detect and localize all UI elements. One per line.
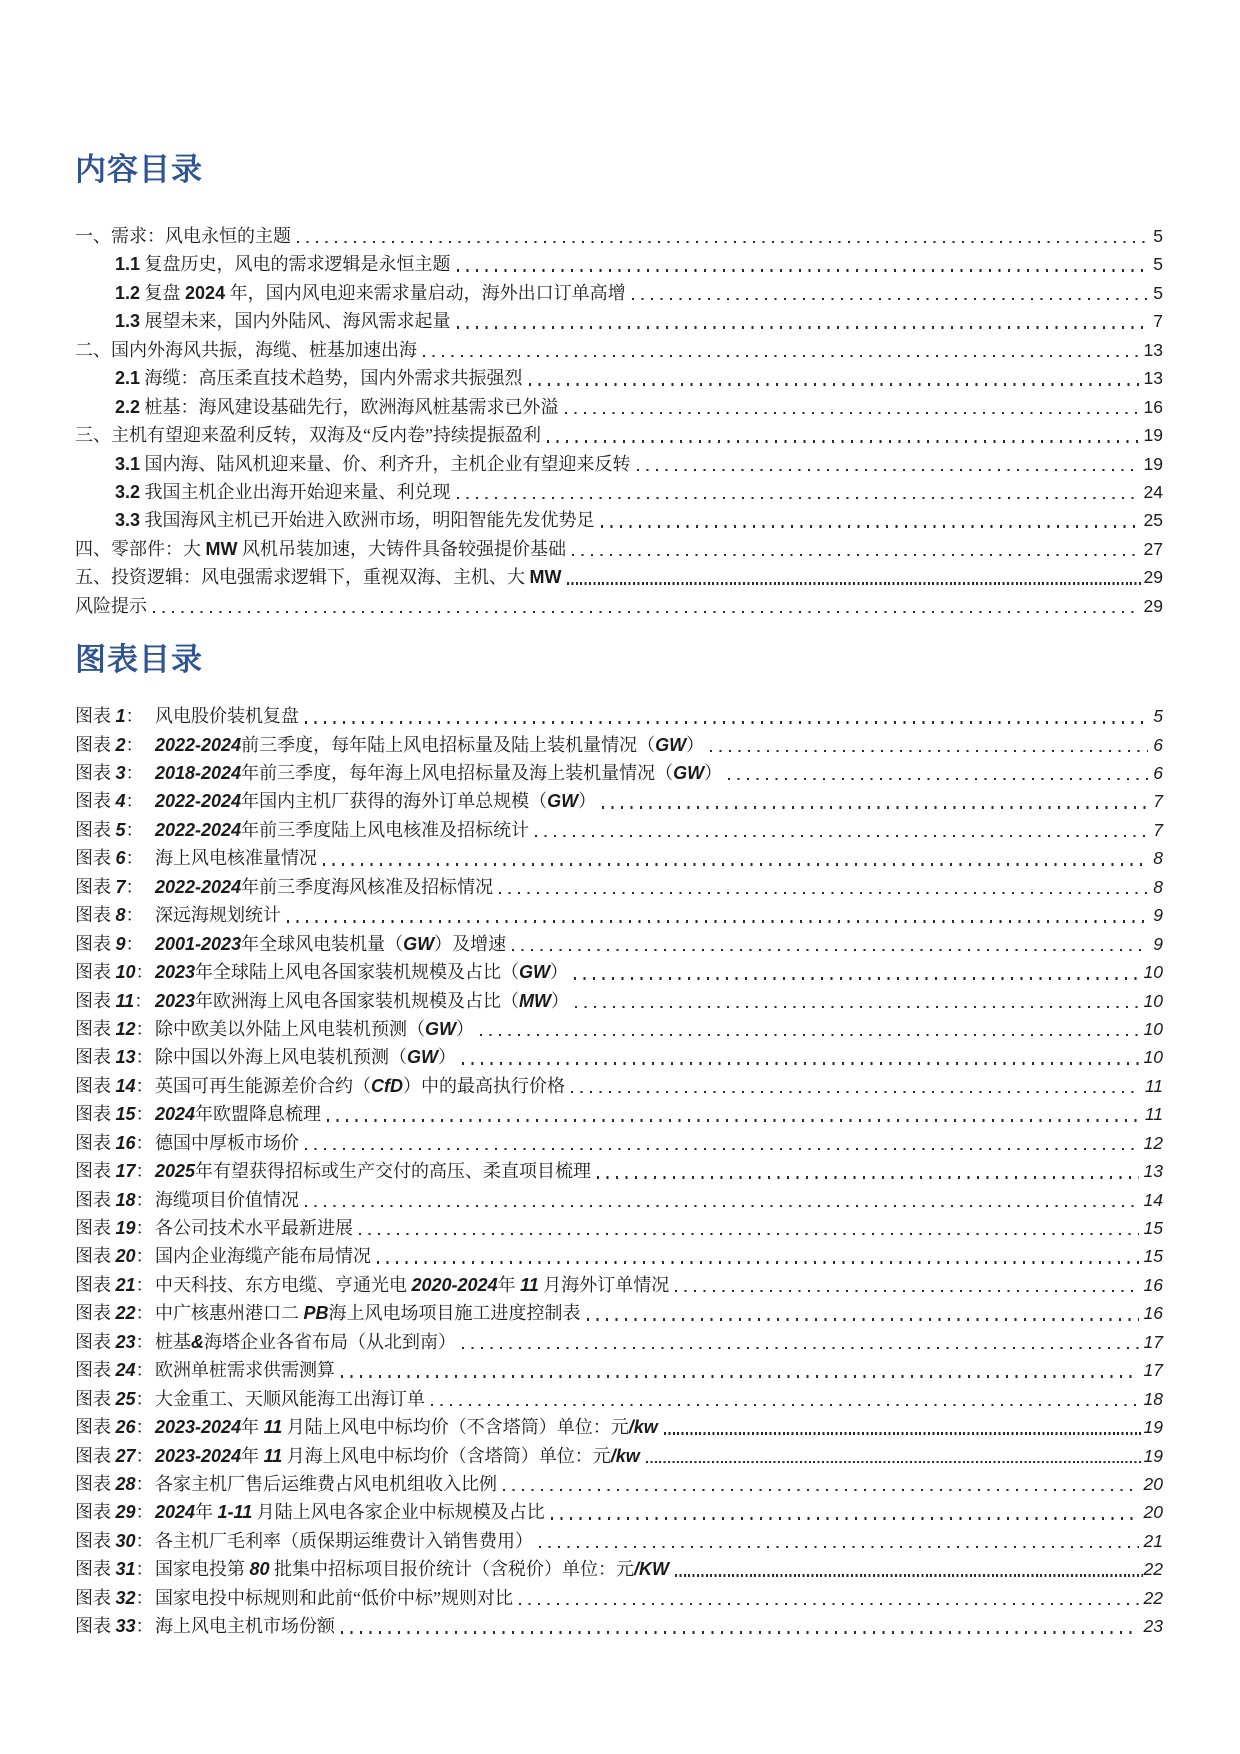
dot-leader: [567, 582, 1142, 584]
figure-entry-page: 20: [1143, 1473, 1163, 1494]
figure-entry-number: 图表 27：: [75, 1445, 154, 1466]
latin-run: 2022-2024: [155, 819, 242, 840]
latin-run: 2.1: [115, 368, 141, 389]
figure-entry-page: 14: [1143, 1189, 1163, 1210]
content-toc-title: 内容目录: [75, 152, 203, 187]
figure-entry-number: 图表 31：: [75, 1559, 154, 1580]
figure-entry-page: 8: [1153, 848, 1163, 869]
figure-entry-page: 17: [1143, 1331, 1163, 1352]
figure-entry-label: 2022-2024年前三季度陆上风电核准及招标统计: [155, 819, 530, 840]
toc-entry-page: 29: [1143, 567, 1163, 588]
dot-leader: [572, 554, 1139, 556]
figure-entry-number: 图表 22：: [75, 1303, 154, 1324]
dot-leader: [503, 1489, 1139, 1491]
figure-entry-label: 2001-2023年全球风电装机量（GW）及增速: [155, 933, 507, 954]
figure-entry-number: 图表 33：: [75, 1616, 154, 1637]
content-toc-entry: [75, 478, 1163, 506]
dot-leader: [601, 525, 1139, 527]
figure-entry-label: 中天科技、东方电缆、亨通光电 2020-2024年 11 月海外订单情况: [155, 1274, 670, 1295]
figure-entry-page: 7: [1153, 791, 1163, 812]
figure-entry-page: 18: [1143, 1388, 1163, 1409]
figure-entry-page: 10: [1143, 962, 1163, 983]
latin-run: 2.2: [115, 396, 141, 417]
figure-entry-page: 11: [1144, 1104, 1163, 1125]
dot-leader: [571, 1091, 1140, 1093]
latin-run: MW: [519, 990, 552, 1011]
latin-run: 2022-2024: [155, 734, 242, 755]
latin-run: 80: [249, 1559, 270, 1580]
figure-toc-entry: [75, 1299, 1163, 1327]
figure-entry-number: 图表 32：: [75, 1587, 154, 1608]
toc-entry-label: 一、需求：风电永恒的主题: [75, 226, 291, 246]
dot-leader: [327, 1119, 1140, 1121]
toc-entry-label: 三、主机有望迎来盈利反转，双海及“反内卷”持续提振盈利: [75, 425, 541, 446]
latin-run: 2023-2024: [155, 1445, 242, 1466]
dot-leader: [632, 298, 1149, 300]
toc-entry-label: 1.3 展望未来，国内外陆风、海风需求起量: [115, 311, 451, 332]
figure-entry-page: 5: [1153, 706, 1163, 727]
figure-entry-label: 各主机厂毛利率（质保期运维费计入销售费用）: [155, 1530, 533, 1551]
figure-entry-number: 图表 23：: [75, 1331, 154, 1352]
figure-entry-label: 除中欧美以外陆上风电装机预测（GW）: [155, 1018, 474, 1039]
figure-entry-number: 图表 28：: [75, 1473, 154, 1494]
content-toc-entry: [75, 393, 1163, 421]
latin-run: PB: [303, 1303, 329, 1324]
figure-entry-page: 13: [1143, 1161, 1163, 1182]
toc-entry-page: 29: [1143, 595, 1163, 616]
dot-leader: [359, 1233, 1139, 1235]
figure-entry-label: 桩基&海塔企业各省布局（从北到南）: [155, 1331, 456, 1352]
figure-toc-entry: [75, 1186, 1163, 1214]
latin-run: /kw: [610, 1445, 640, 1466]
toc-entry-page: 13: [1143, 368, 1163, 389]
figure-entry-page: 10: [1143, 1047, 1163, 1068]
figure-entry-label: 深远海规划统计: [155, 905, 281, 926]
figure-entry-page: 6: [1153, 734, 1163, 755]
dot-leader: [462, 1062, 1139, 1064]
figure-entry-number: 图表 26：: [75, 1417, 154, 1438]
latin-run: 2024: [185, 282, 226, 303]
figure-entry-number: 图表 12：: [75, 1018, 154, 1039]
figure-entry-label: 英国可再生能源差价合约（CfD）中的最高执行价格: [155, 1075, 565, 1096]
content-toc-entry: [75, 222, 1163, 250]
figure-toc-entry: [75, 1555, 1163, 1583]
toc-entry-label: 四、零部件：大 MW 风机吊装加速，大铸件具备较强提价基础: [75, 538, 566, 559]
figure-entry-number: 图表 29：: [75, 1502, 154, 1523]
latin-run: 3.1: [115, 453, 141, 474]
latin-run: 2024: [155, 1502, 196, 1523]
figure-entry-number: 图表 20：: [75, 1246, 154, 1267]
dot-leader: [675, 1574, 1143, 1576]
figure-entry-label: 风电股价装机复盘: [155, 706, 299, 727]
figure-entry-number: 图表 25：: [75, 1388, 154, 1409]
latin-run: 11: [263, 1445, 283, 1466]
dot-leader: [499, 892, 1148, 894]
dot-leader: [539, 1546, 1139, 1548]
figure-entry-page: 23: [1143, 1616, 1163, 1637]
figure-toc-entry: [75, 1129, 1163, 1157]
dot-leader: [305, 1205, 1139, 1207]
dot-leader: [423, 355, 1139, 357]
figure-toc-entry: [75, 1470, 1163, 1498]
figure-entry-page: 22: [1143, 1587, 1163, 1608]
figure-entry-label: 海上风电核准量情况: [155, 848, 317, 869]
toc-entry-page: 19: [1143, 425, 1163, 446]
dot-leader: [728, 778, 1148, 780]
figure-toc-entry: [75, 1356, 1163, 1384]
figure-entry-page: 6: [1153, 763, 1163, 783]
figure-entry-number: 图表 30：: [75, 1530, 154, 1551]
figure-entry-label: 国内企业海缆产能布局情况: [155, 1246, 371, 1267]
latin-run: 2018-2024: [155, 763, 242, 783]
figure-toc-entry: [75, 1242, 1163, 1270]
figure-entry-label: 除中国以外海上风电装机预测（GW）: [155, 1047, 456, 1068]
dot-leader: [664, 1432, 1143, 1434]
latin-run: 3.3: [115, 510, 141, 531]
dot-leader: [305, 1148, 1139, 1150]
latin-run: 2023-2024: [155, 1417, 242, 1438]
toc-entry-page: 5: [1153, 254, 1163, 275]
figure-toc-entry: [75, 759, 1163, 787]
figure-toc-title: 图表目录: [75, 642, 203, 678]
latin-run: 2023: [155, 990, 196, 1011]
figure-toc-entry: [75, 1015, 1163, 1043]
figure-entry-label: 2023年欧洲海上风电各国家装机规模及占比（MW）: [155, 990, 570, 1011]
figure-entry-number: 图表 2：: [75, 734, 144, 755]
toc-entry-page: 27: [1143, 538, 1163, 559]
figure-entry-page: 9: [1153, 933, 1163, 954]
figure-entry-label: 德国中厚板市场价: [155, 1132, 299, 1153]
content-toc-entry: [75, 592, 1163, 620]
figure-entry-label: 大金重工、天顺风能海工出海订单: [155, 1388, 425, 1409]
toc-entry-page: 24: [1143, 481, 1163, 502]
figure-entry-number: 图表 19：: [75, 1218, 154, 1238]
dot-leader: [597, 1176, 1138, 1178]
figure-entry-label: 欧洲单桩需求供需测算: [155, 1360, 335, 1381]
figure-toc-entry: [75, 1385, 1163, 1413]
dot-leader: [153, 611, 1139, 613]
figure-entry-number: 图表 1：: [75, 706, 144, 727]
figure-entry-page: 10: [1143, 990, 1163, 1011]
figure-entry-label: 海缆项目价值情况: [155, 1189, 299, 1210]
figure-entry-page: 11: [1144, 1075, 1163, 1096]
figure-toc-entry: [75, 1527, 1163, 1555]
dot-leader: [529, 383, 1139, 385]
figure-toc-entry: [75, 1498, 1163, 1526]
toc-entry-label: 3.1 国内海、陆风机迎来量、价、利齐升，主机企业有望迎来反转: [115, 453, 631, 474]
figure-entry-label: 2025年有望获得招标或生产交付的高压、柔直项目梳理: [155, 1161, 592, 1182]
figure-toc-entry: [75, 987, 1163, 1015]
figure-entry-label: 中广核惠州港口二 PB海上风电场项目施工进度控制表: [155, 1303, 581, 1324]
dot-leader: [565, 412, 1139, 414]
figure-entry-label: 海上风电主机市场份额: [155, 1616, 335, 1637]
toc-entry-label: 3.2 我国主机企业出海开始迎来量、利兑现: [115, 481, 451, 502]
latin-run: 2001-2023: [155, 933, 242, 954]
figure-entry-number: 图表 8：: [75, 905, 144, 926]
dot-leader: [547, 440, 1139, 442]
figure-entry-number: 图表 3：: [75, 763, 144, 783]
figure-toc-entry: [75, 958, 1163, 986]
figure-toc-entry: [75, 873, 1163, 901]
content-toc-entry: [75, 563, 1163, 591]
toc-entry-page: 7: [1153, 311, 1163, 332]
figure-entry-label: 2022-2024前三季度，每年陆上风电招标量及陆上装机量情况（GW）: [155, 734, 705, 755]
content-toc-list: [75, 222, 1163, 620]
figure-entry-number: 图表 18：: [75, 1189, 154, 1210]
figure-entry-page: 16: [1143, 1303, 1163, 1324]
content-toc-entry: [75, 250, 1163, 278]
figure-entry-number: 图表 24：: [75, 1360, 154, 1381]
toc-entry-label: 1.1 复盘历史，风电的需求逻辑是永恒主题: [115, 254, 451, 275]
figure-entry-number: 图表 17：: [75, 1161, 154, 1182]
figure-entry-number: 图表 10：: [75, 962, 154, 983]
figure-toc-list: [75, 702, 1163, 1640]
figure-entry-page: 15: [1143, 1218, 1163, 1238]
figure-toc-entry: [75, 1328, 1163, 1356]
dot-leader: [341, 1631, 1139, 1633]
figure-entry-label: 国家电投第 80 批集中招标项目报价统计（含税价）单位：元/KW: [155, 1559, 670, 1580]
dot-leader: [377, 1261, 1139, 1263]
latin-run: 1-11: [217, 1502, 253, 1523]
latin-run: 1.2: [115, 282, 141, 303]
latin-run: GW: [407, 1047, 438, 1068]
latin-run: 1.3: [115, 311, 141, 332]
figure-entry-number: 图表 7：: [75, 876, 144, 897]
dot-leader: [646, 1461, 1143, 1463]
dot-leader: [602, 806, 1148, 808]
figure-entry-page: 20: [1143, 1502, 1163, 1523]
toc-entry-label: 1.2 复盘 2024 年，国内风电迎来需求量启动，海外出口订单高增: [115, 282, 626, 303]
latin-run: GW: [403, 933, 435, 954]
content-toc-entry: [75, 307, 1163, 335]
latin-run: GW: [655, 734, 687, 755]
latin-run: 2020-2024: [411, 1274, 498, 1295]
dot-leader: [512, 949, 1148, 951]
latin-run: 11: [520, 1274, 539, 1295]
toc-entry-label: 2.2 桩基：海风建设基础先行，欧洲海风桩基需求已外溢: [115, 396, 559, 417]
latin-run: 3.2: [115, 481, 141, 502]
dot-leader: [457, 269, 1149, 271]
figure-toc-entry: [75, 930, 1163, 958]
toc-entry-label: 五、投资逻辑：风电强需求逻辑下，重视双海、主机、大 MW: [75, 567, 562, 588]
figure-entry-label: 2023-2024年 11 月海上风电中标均价（含塔筒）单位：元/kw: [155, 1445, 640, 1466]
dot-leader: [323, 863, 1148, 865]
toc-entry-page: 19: [1143, 453, 1163, 474]
toc-entry-page: 16: [1143, 396, 1163, 417]
figure-toc-entry: [75, 1072, 1163, 1100]
latin-run: /KW: [634, 1559, 670, 1580]
dot-leader: [457, 326, 1149, 328]
dot-leader: [431, 1404, 1139, 1406]
dot-leader: [551, 1517, 1139, 1519]
figure-toc-entry: [75, 1413, 1163, 1441]
dot-leader: [675, 1290, 1138, 1292]
latin-run: GW: [547, 791, 579, 812]
figure-entry-number: 图表 11：: [75, 990, 153, 1011]
latin-run: 11: [263, 1417, 283, 1438]
figure-toc-entry: [75, 787, 1163, 815]
dot-leader: [575, 1006, 1139, 1008]
toc-entry-label: 2.1 海缆：高压柔直技术趋势，国内外需求共振强烈: [115, 368, 523, 389]
latin-run: &: [191, 1331, 204, 1352]
dot-leader: [637, 469, 1139, 471]
figure-entry-page: 17: [1143, 1360, 1163, 1381]
figure-toc-entry: [75, 702, 1163, 730]
latin-run: GW: [519, 962, 551, 983]
content-toc-entry: [75, 364, 1163, 392]
toc-entry-page: 13: [1143, 339, 1163, 360]
figure-toc-entry: [75, 1157, 1163, 1185]
dot-leader: [519, 1603, 1139, 1605]
latin-run: 2025: [155, 1161, 196, 1182]
latin-run: /kw: [628, 1417, 658, 1438]
figure-entry-label: 各家主机厂售后运维费占风电机组收入比例: [155, 1473, 497, 1494]
toc-entry-page: 25: [1143, 510, 1163, 531]
dot-leader: [287, 920, 1148, 922]
figure-toc-entry: [75, 844, 1163, 872]
latin-run: CfD: [371, 1075, 403, 1096]
figure-toc-entry: [75, 1271, 1163, 1299]
figure-entry-label: 2024年欧盟降息梳理: [155, 1104, 322, 1125]
figure-entry-label: 2018-2024年前三季度，每年海上风电招标量及海上装机量情况（GW）: [155, 763, 723, 783]
figure-entry-label: 各公司技术水平最新进展: [155, 1218, 353, 1238]
content-toc-entry: [75, 336, 1163, 364]
toc-entry-label: 风险提示: [75, 595, 147, 616]
figure-toc-entry: [75, 1214, 1163, 1242]
latin-run: 1.1: [115, 254, 141, 275]
dot-leader: [462, 1347, 1139, 1349]
latin-run: 2023: [155, 962, 196, 983]
toc-entry-label: 3.3 我国海风主机已开始进入欧洲市场，明阳智能先发优势足: [115, 510, 595, 531]
figure-entry-number: 图表 13：: [75, 1047, 154, 1068]
dot-leader: [457, 497, 1139, 499]
dot-leader: [480, 1034, 1139, 1036]
latin-run: MW: [529, 567, 562, 588]
figure-entry-number: 图表 14：: [75, 1075, 154, 1096]
content-toc-entry: [75, 535, 1163, 563]
figure-entry-number: 图表 16：: [75, 1132, 154, 1153]
latin-run: GW: [425, 1018, 456, 1039]
figure-entry-label: 2022-2024年前三季度海风核准及招标情况: [155, 876, 494, 897]
figure-entry-page: 12: [1143, 1132, 1163, 1153]
figure-entry-number: 图表 9：: [75, 933, 144, 954]
toc-entry-page: 5: [1153, 282, 1163, 303]
content-toc-entry: [75, 506, 1163, 534]
dot-leader: [341, 1375, 1139, 1377]
content-toc-entry: [75, 421, 1163, 449]
figure-toc-entry: [75, 816, 1163, 844]
figure-entry-page: 19: [1143, 1445, 1163, 1466]
figure-toc-entry: [75, 1100, 1163, 1128]
dot-leader: [574, 977, 1138, 979]
figure-entry-page: 21: [1143, 1530, 1163, 1551]
figure-toc-entry: [75, 1584, 1163, 1612]
figure-entry-page: 22: [1143, 1559, 1163, 1580]
figure-entry-page: 15: [1143, 1246, 1163, 1267]
figure-entry-page: 19: [1143, 1417, 1163, 1438]
figure-toc-entry: [75, 901, 1163, 929]
latin-run: MW: [205, 538, 238, 559]
latin-run: 2022-2024: [155, 791, 242, 812]
figure-entry-label: 2022-2024年国内主机厂获得的海外订单总规模（GW）: [155, 791, 597, 812]
figure-entry-label: 2024年 1-11 月陆上风电各家企业中标规模及占比: [155, 1502, 545, 1523]
dot-leader: [535, 835, 1148, 837]
figure-toc-entry: [75, 1043, 1163, 1071]
content-toc-entry: [75, 279, 1163, 307]
content-toc-entry: [75, 450, 1163, 478]
figure-toc-entry: [75, 1442, 1163, 1470]
latin-run: 2024: [155, 1104, 196, 1125]
figure-entry-page: 9: [1153, 905, 1163, 926]
figure-entry-number: 图表 5：: [75, 819, 144, 840]
toc-entry-label: 二、国内外海风共振，海缆、桩基加速出海: [75, 339, 417, 360]
latin-run: GW: [673, 763, 705, 783]
figure-entry-label: 2023年全球陆上风电各国家装机规模及占比（GW）: [155, 962, 569, 983]
latin-run: 2022-2024: [155, 876, 242, 897]
figure-entry-label: 2023-2024年 11 月陆上风电中标均价（不含塔筒）单位：元/kw: [155, 1417, 658, 1438]
dot-leader: [587, 1318, 1139, 1320]
figure-entry-page: 8: [1153, 876, 1163, 897]
figure-toc-entry: [75, 731, 1163, 759]
figure-entry-number: 图表 21：: [75, 1274, 154, 1295]
dot-leader: [297, 241, 1148, 243]
figure-entry-page: 10: [1143, 1018, 1163, 1039]
figure-entry-page: 7: [1153, 819, 1163, 840]
figure-entry-number: 图表 4：: [75, 791, 144, 812]
figure-entry-label: 国家电投中标规则和此前“低价中标”规则对比: [155, 1587, 513, 1608]
figure-toc-entry: [75, 1612, 1163, 1640]
figure-entry-number: 图表 6：: [75, 848, 144, 869]
dot-leader: [305, 721, 1148, 723]
figure-entry-number: 图表 15：: [75, 1104, 154, 1125]
dot-leader: [710, 750, 1148, 752]
figure-entry-page: 16: [1143, 1274, 1163, 1295]
toc-entry-page: 5: [1153, 226, 1163, 246]
